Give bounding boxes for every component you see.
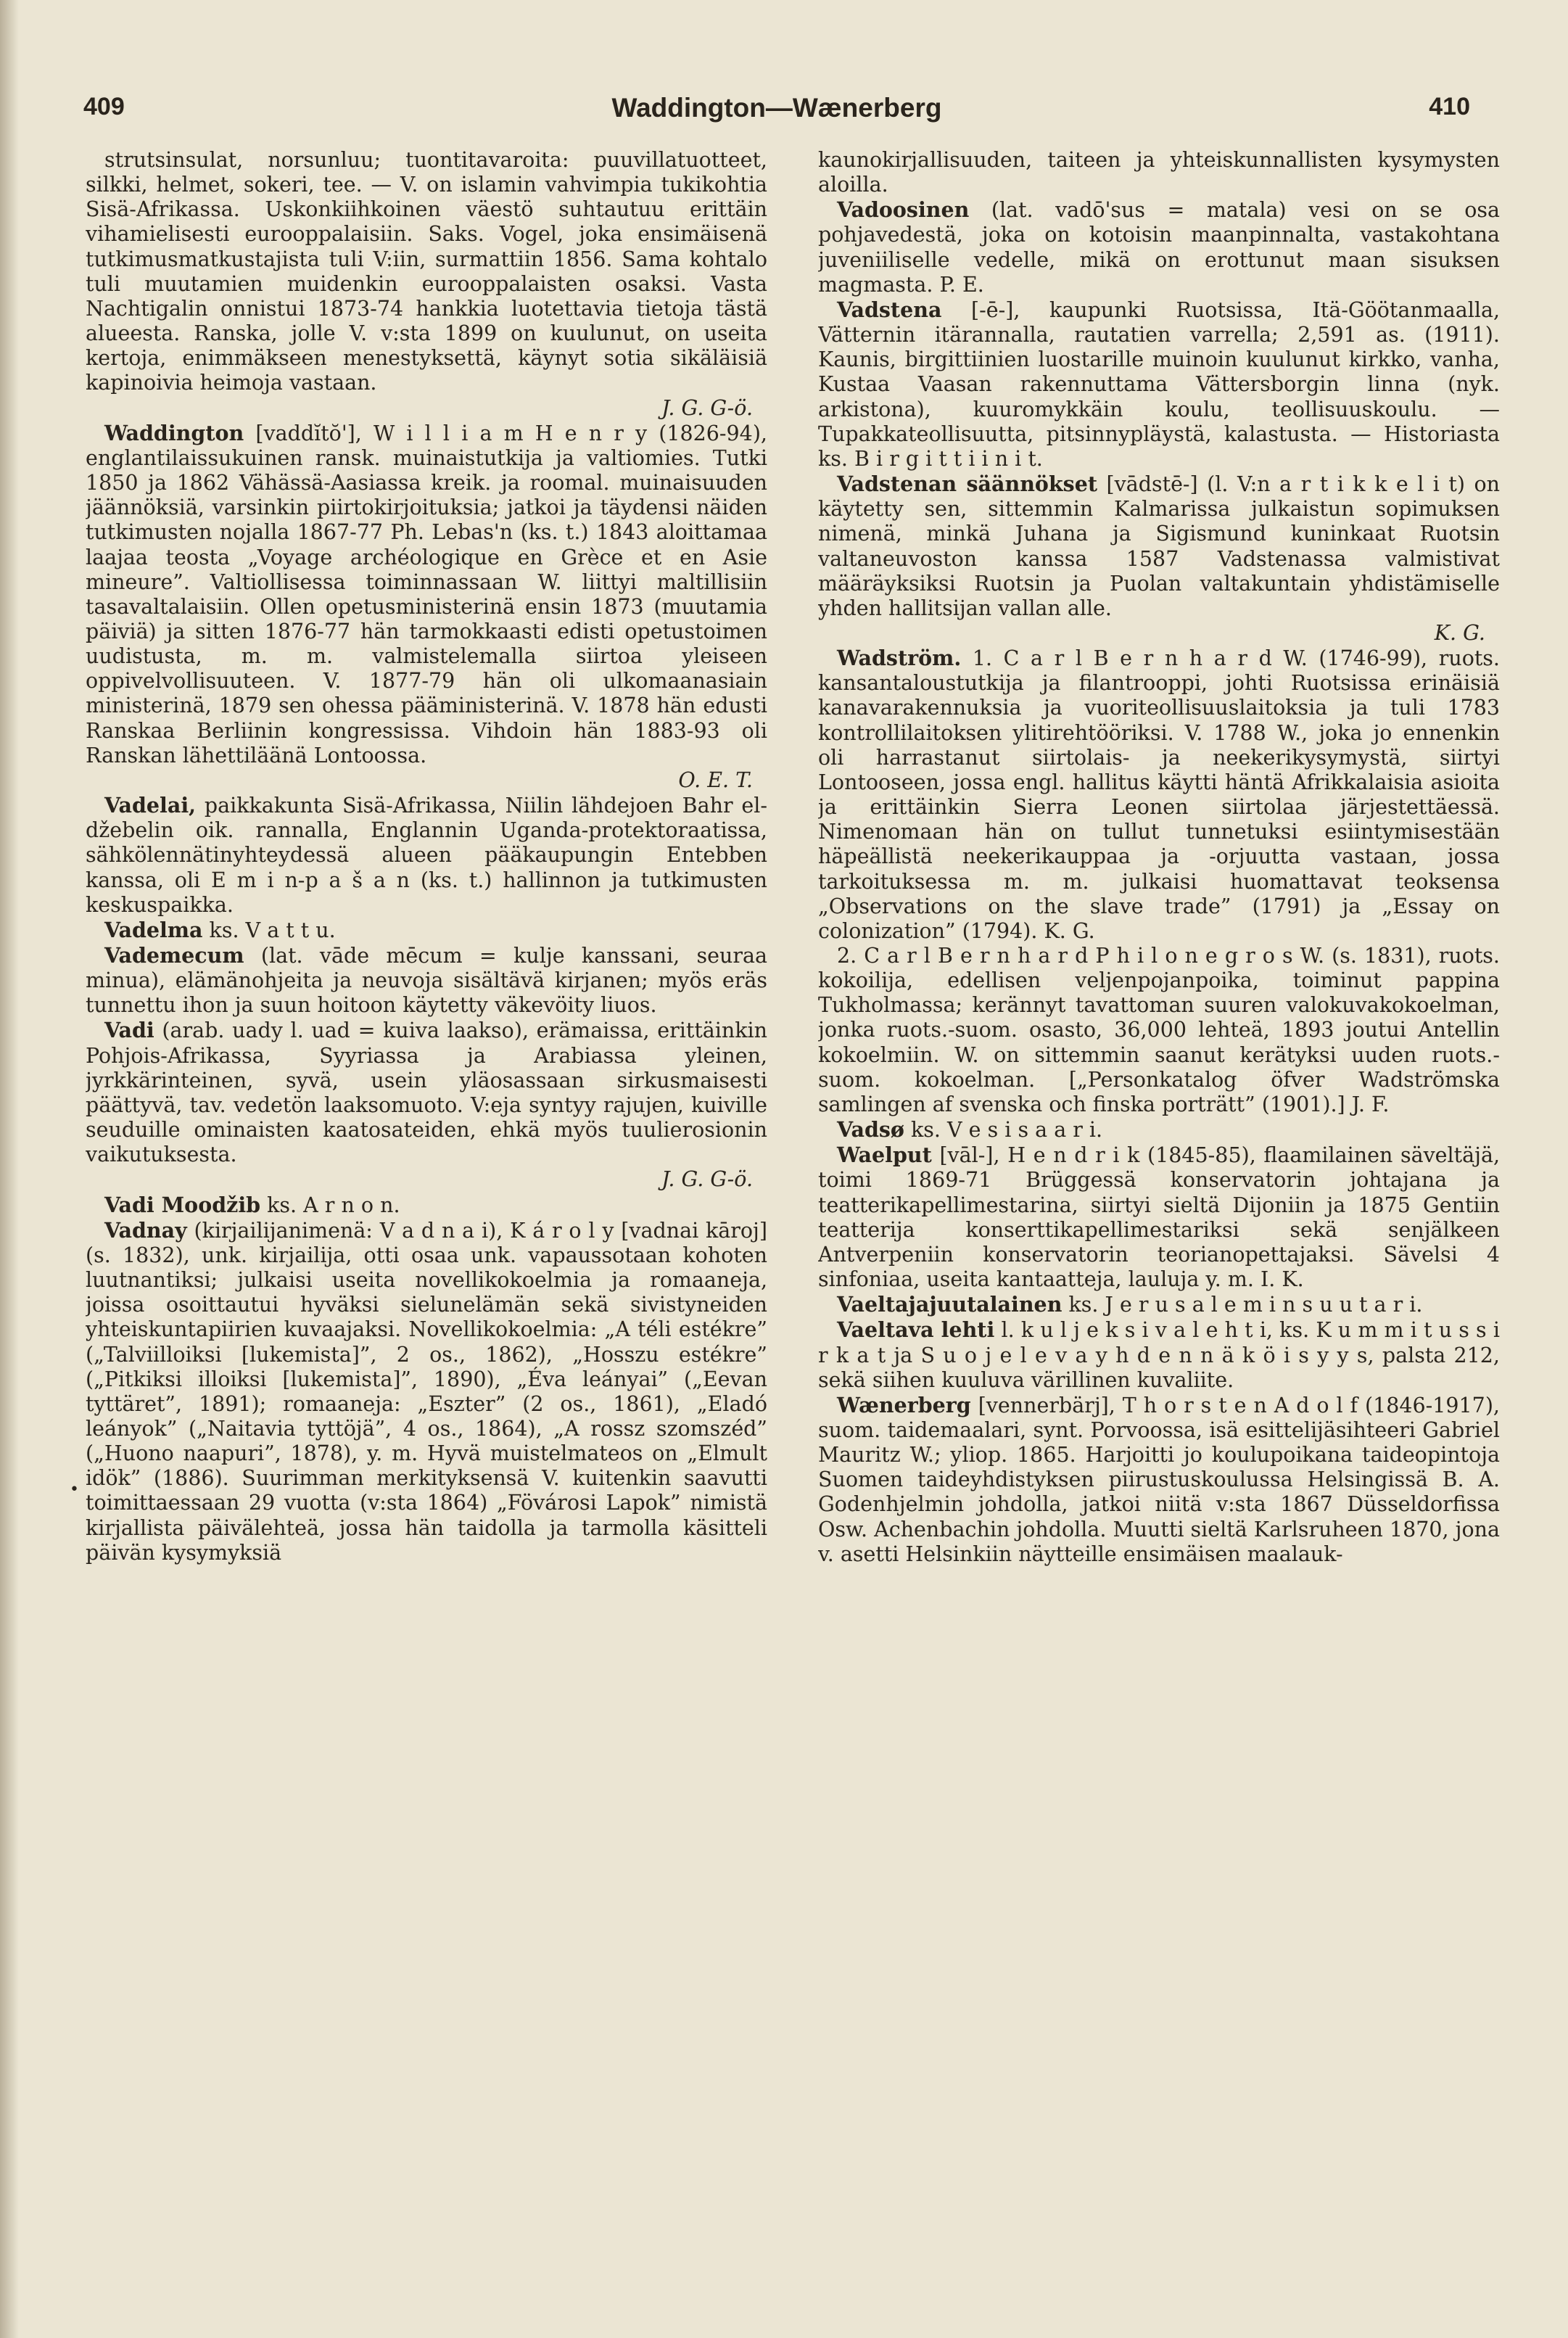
entry-text: [vādstē-] (l. V:n a r t i k k e l i t) on käytetty sen, sittemmin Kalmarissa julkaistun sopimuksen nimenä, minkä Juhana ja Sigismund kuninkaat Ruotsin valtaneuvoston kanssa 1587 Vadstenassa valmistivat määräyksiksi Ruotsin ja Puolan valtakuntain yhdistämiselle yhden hallitsijan vallan alle. xyxy=(818,472,1500,620)
entry xyxy=(86,918,767,943)
headword: Vadi Moodžib xyxy=(104,1192,261,1217)
entry xyxy=(818,646,1500,944)
right-column xyxy=(818,148,1500,2288)
entry xyxy=(86,943,767,1018)
entry xyxy=(818,197,1500,297)
signature: K. G. xyxy=(1434,620,1485,645)
entry-text: ks. J e r u s a l e m i n s u u t a r i. xyxy=(1068,1293,1423,1317)
headword: Vadi xyxy=(104,1018,154,1043)
entry xyxy=(818,944,1500,1117)
entry xyxy=(86,793,767,918)
entry xyxy=(818,472,1500,621)
entry-text: paikkakunta Sisä-Afrikassa, Niilin lähdejoen Bahr el-džebelin oik. rannalla, Englannin Uganda-protektoraatissa, sähkölennätinyhteydessä alueen pääkaupungin Entebben kanssa, oli E m i n-p a š a n (ks. t.) hallinnon ja tutkimusten keskuspaikka. xyxy=(86,794,767,917)
headword: Vadelai, xyxy=(104,793,197,818)
signature: J. G. G-ö. xyxy=(661,395,753,420)
entry-text: [vāl-], H e n d r i k (1845-85), flaamilainen säveltäjä, toimi 1869-71 Brüggessä konservatorin johtajana ja teatterikapellimestarina, siirtyi sieltä Dijoniin ja 1875 Gentiin teatterija konserttikapellimestariksi sekä senjälkeen Antverpeniin konservatorin teorianopettajaksi. Sävelsi 4 sinfoniaa, useita kantaatteja, lauluja y. m. I. K. xyxy=(818,1143,1500,1292)
entry-continuation xyxy=(818,148,1500,197)
entry xyxy=(818,1143,1500,1292)
entry xyxy=(818,1292,1500,1317)
entry xyxy=(86,1218,767,1565)
headword: Vadoosinen xyxy=(837,197,970,223)
headword: Wadström. xyxy=(837,646,962,671)
entry-text: [-ē-], kaupunki Ruotsissa, Itä-Göötanmaalla, Vätternin itärannalla, rautatien varrella; 2,591 as. (1911). Kaunis, birgittiinien luostarille muinoin kuulunut kirkko, vanha, Kustaa Vaasan rakennuttama Vättersborgin linna (nyk. arkistona), kuuromykkäin koulu, teollisuuskoulu. — Tupakkateollisuutta, pitsinnypläystä, kalastusta. — Historiasta ks. B i r g i t t i i n i t. xyxy=(818,297,1500,471)
headword: Waddington xyxy=(104,420,244,445)
headword: Vademecum xyxy=(104,943,244,968)
margin-dot: • xyxy=(70,1481,79,1499)
signature: O. E. T. xyxy=(678,767,753,792)
entry-text: ks. V e s i s a a r i. xyxy=(911,1118,1103,1143)
headword: Vaeltajajuutalainen xyxy=(837,1292,1062,1317)
page-spine-shadow xyxy=(0,0,19,2338)
headword: Vadstenan säännökset xyxy=(837,472,1098,497)
entry-text: kaunokirjallisuuden, taiteen ja yhteiskunnallisten kysymysten aloilla. xyxy=(818,148,1500,197)
headword: Vaeltava lehti xyxy=(837,1317,995,1343)
entry-text: ks. V a t t u. xyxy=(209,918,336,942)
headword: Waelput xyxy=(837,1143,932,1168)
page-header xyxy=(83,93,1470,129)
left-column xyxy=(86,148,767,2288)
entry-text: ks. A r n o n. xyxy=(267,1193,400,1217)
entry-text: (lat. vadō'sus = matala) vesi on se osa pohjavedestä, joka on kotoisin maanpinnalta, vastakohtana juveniiliselle vedelle, mikä on erottunut maan sisuksen magmasta. P. E. xyxy=(818,198,1500,297)
headword: Wænerberg xyxy=(837,1392,971,1417)
running-title: Waddington—Wænerberg xyxy=(611,93,942,123)
headword: Vadsø xyxy=(837,1117,904,1143)
entry-text: strutsinsulat, norsunluu; tuontitavaroita: puuvillatuotteet, silkki, helmet, sokeri, tee. — V. on islamin vahvimpia tukikohtia Sisä-Afrikassa. Uskonkiihkoinen väestö suhtautuu erittäin vihamielisesti eurooppalaisiin. Saks. Vogel, joka ensimäisenä tutkimusmatkustajista tuli V:iin, surmattiin 1856. Sama kohtalo tuli muutamien muidenkin eurooppalaisten osaksi. Vasta Nachtigalin onnistui 1873-74 hankkia luotettavia tietoja tästä alueesta. Ranska, jolle V. v:sta 1899 on kuulunut, on useita kertoja, enimmäkseen menestyksettä, käynyt sotia sikäläisiä kapinoivia heimoja vastaan. xyxy=(86,148,767,395)
entry-text: 1. C a r l B e r n h a r d W. (1746-99), ruots. kansantaloustutkija ja filantrooppi, johti Ruotsissa erinäisiä kanavarakennuksia ja vuoriteollisuuslaitoksia ja tuli 1783 kontrollilaitoksen ylitirehtööriksi. V. 1788 W., joka jo ennenkin oli harrastanut siirtolais- ja neekerikysymystä, siirtyi Lontooseen, jossa engl. hallitus käytti häntä Afrikkalaisia asioita ja erittäinkin Sierra Leonen siirtolaa järjestettäessä. Nimenomaan hän on tullut tunnetuksi esiintymisestään häpeällistä neekerikauppaa ja -orjuutta vastaan, jossa tarkoituksessa m. m. julkaisi huomattavat teoksensa „Observations on the slave trade” (1791) ja „Essay on colonization” (1794). K. G. xyxy=(818,646,1500,943)
entry xyxy=(818,1393,1500,1567)
entry xyxy=(86,421,767,768)
entry xyxy=(86,148,767,396)
entry xyxy=(818,1117,1500,1143)
entry-text: l. k u l j e k s i v a l e h t i, ks. K u m m i t u s s i r k a t ja S u o j e l e v a y h d e n n ä k ö i s y y s, palsta 212, sekä siihen kuuluva värillinen kuvaliite. xyxy=(818,1318,1500,1392)
entry-text: (kirjailijanimenä: V a d n a i), K á r o l y [vadnai kāroj] (s. 1832), unk. kirjailija, otti osaa unk. vapaussotaan kohoten luutnantiksi; julkaisi useita novellikokoelmia ja romaaneja, joissa osoittautui hyväksi sielunelämän sekä sivistyneiden yhteiskuntapiirien kuvaajaksi. Novellikokoelmia: „A téli estékre” („Talviilloiksi [lukemista]”, 2 os., 1862), „Hosszu estékre” („Pitkiksi illoiksi [lukemista]”, 1890), „Éva leányai” („Eevan tyttäret”, 1891); romaaneja: „Eszter” (2 os., 1861), „Eladó leányok” („Naitavia tyttöjä”, 4 os., 1864), „A rossz szomszéd” („Huono naapuri”, 1878), y. m. Hyvä muistelmateos on „Elmult idök” (1886). Suurimman merkityksensä V. kuitenkin saavutti toimittaessaan 29 vuotta (v:sta 1864) „Fövárosi Lapok” nimistä kirjallista päivälehteä, jossa hän taidolla ja tarmolla käsitteli päivän kysymyksiä xyxy=(86,1218,767,1565)
headword: Vadstena xyxy=(837,297,942,322)
signature: J. G. G-ö. xyxy=(661,1167,753,1192)
entry xyxy=(818,1317,1500,1392)
page-number-left: 409 xyxy=(83,93,125,120)
entry xyxy=(86,1193,767,1218)
entry-text: 2. C a r l B e r n h a r d P h i l o n e g r o s W. (s. 1831), ruots. kokoilija, edellisen veljenpojanpoika, toiminut pappina Tukholmassa; kerännyt tavattoman suuren valokuvakokoelman, jonka ruots.-suom. osasto, 36,000 lehteä, 1893 joutui Antellin kokoelmiin. W. on sittemmin saanut kerätyksi uuden ruots.-suom. kokoelman. [„Personkatalog öfver Wadströmska samlingen af svenska och finska porträtt” (1901).] J. F. xyxy=(818,944,1500,1116)
entry-text: (lat. vāde mēcum = kulje kanssani, seuraa minua), elämänohjeita ja neuvoja sisältävä kirjanen; myös eräs tunnettu ihon ja suun hoitoon käytetty väkevöity liuos. xyxy=(86,944,767,1018)
entry-text: (arab. uady l. uad = kuiva laakso), erämaissa, erittäinkin Pohjois-Afrikassa, Syyriassa ja Arabiassa yleinen, jyrkkärinteinen, syvä, usein yläosassaan sirkusmaisesti päättyvä, tav. vedetön laaksomuoto. V:eja syntyy rajujen, kuiville seuduille ominaisten kaatosateiden, ehkä myös tuulierosionin vaikutuksesta. xyxy=(86,1018,767,1167)
entry-text: [vennerbärj], T h o r s t e n A d o l f (1846-1917), suom. taidemaalari, synt. Porvoossa, isä esittelijäsihteeri Gabriel Mauritz W.; yliop. 1865. Harjoitti jo koulupoikana taideopintoja Suomen taideyhdistyksen piirustuskoulussa Helsingissä B. A. Godenhjelmin johdolla, jatkoi niitä v:sta 1867 Düsseldorfissa Osw. Achenbachin johdolla. Muutti sieltä Karlsruheen 1870, jona v. asetti Helsinkiin näytteille ensimäisen maalauk- xyxy=(818,1393,1500,1566)
entry xyxy=(86,1018,767,1167)
entry-text: [vaddĭtŏ'], W i l l i a m H e n r y (1826-94), englantilaissukuinen ransk. muinaistutkija ja valtiomies. Tutki 1850 ja 1862 Vähässä-Aasiassa kreik. ja roomal. muinaisuuden jäännöksiä, varsinkin piirtokirjoituksia; jatkoi ja täydensi näiden tutkimusten nojalla 1867-77 Ph. Lebas'n (ks. t.) 1843 aloittamaa laajaa teosta „Voyage archéologique en Grèce et en Asie mineure”. Valtiollisessa toiminnassaan W. liittyi maltillisiin tasavaltalaisiin. Ollen opetusministerinä ensin 1873 (muutamia päiviä) ja sitten 1876-77 hän tarmokkaasti edisti opetustoimen uudistusta, m. m. valmistelemalla siirtoa yleiseen oppivelvollisuuteen. V. 1877-79 hän oli ulkomaanasiain ministerinä, 1879 sen ohessa pääministerinä. V. 1878 hän edusti Ranskaa Berliinin kongressissa. Vihdoin hän 1883-93 oli Ranskan lähettiläänä Lontoossa. xyxy=(86,421,767,767)
headword: Vadelma xyxy=(104,917,203,942)
page-number-right: 410 xyxy=(1429,93,1470,120)
headword: Vadnay xyxy=(104,1217,187,1243)
entry xyxy=(818,297,1500,472)
